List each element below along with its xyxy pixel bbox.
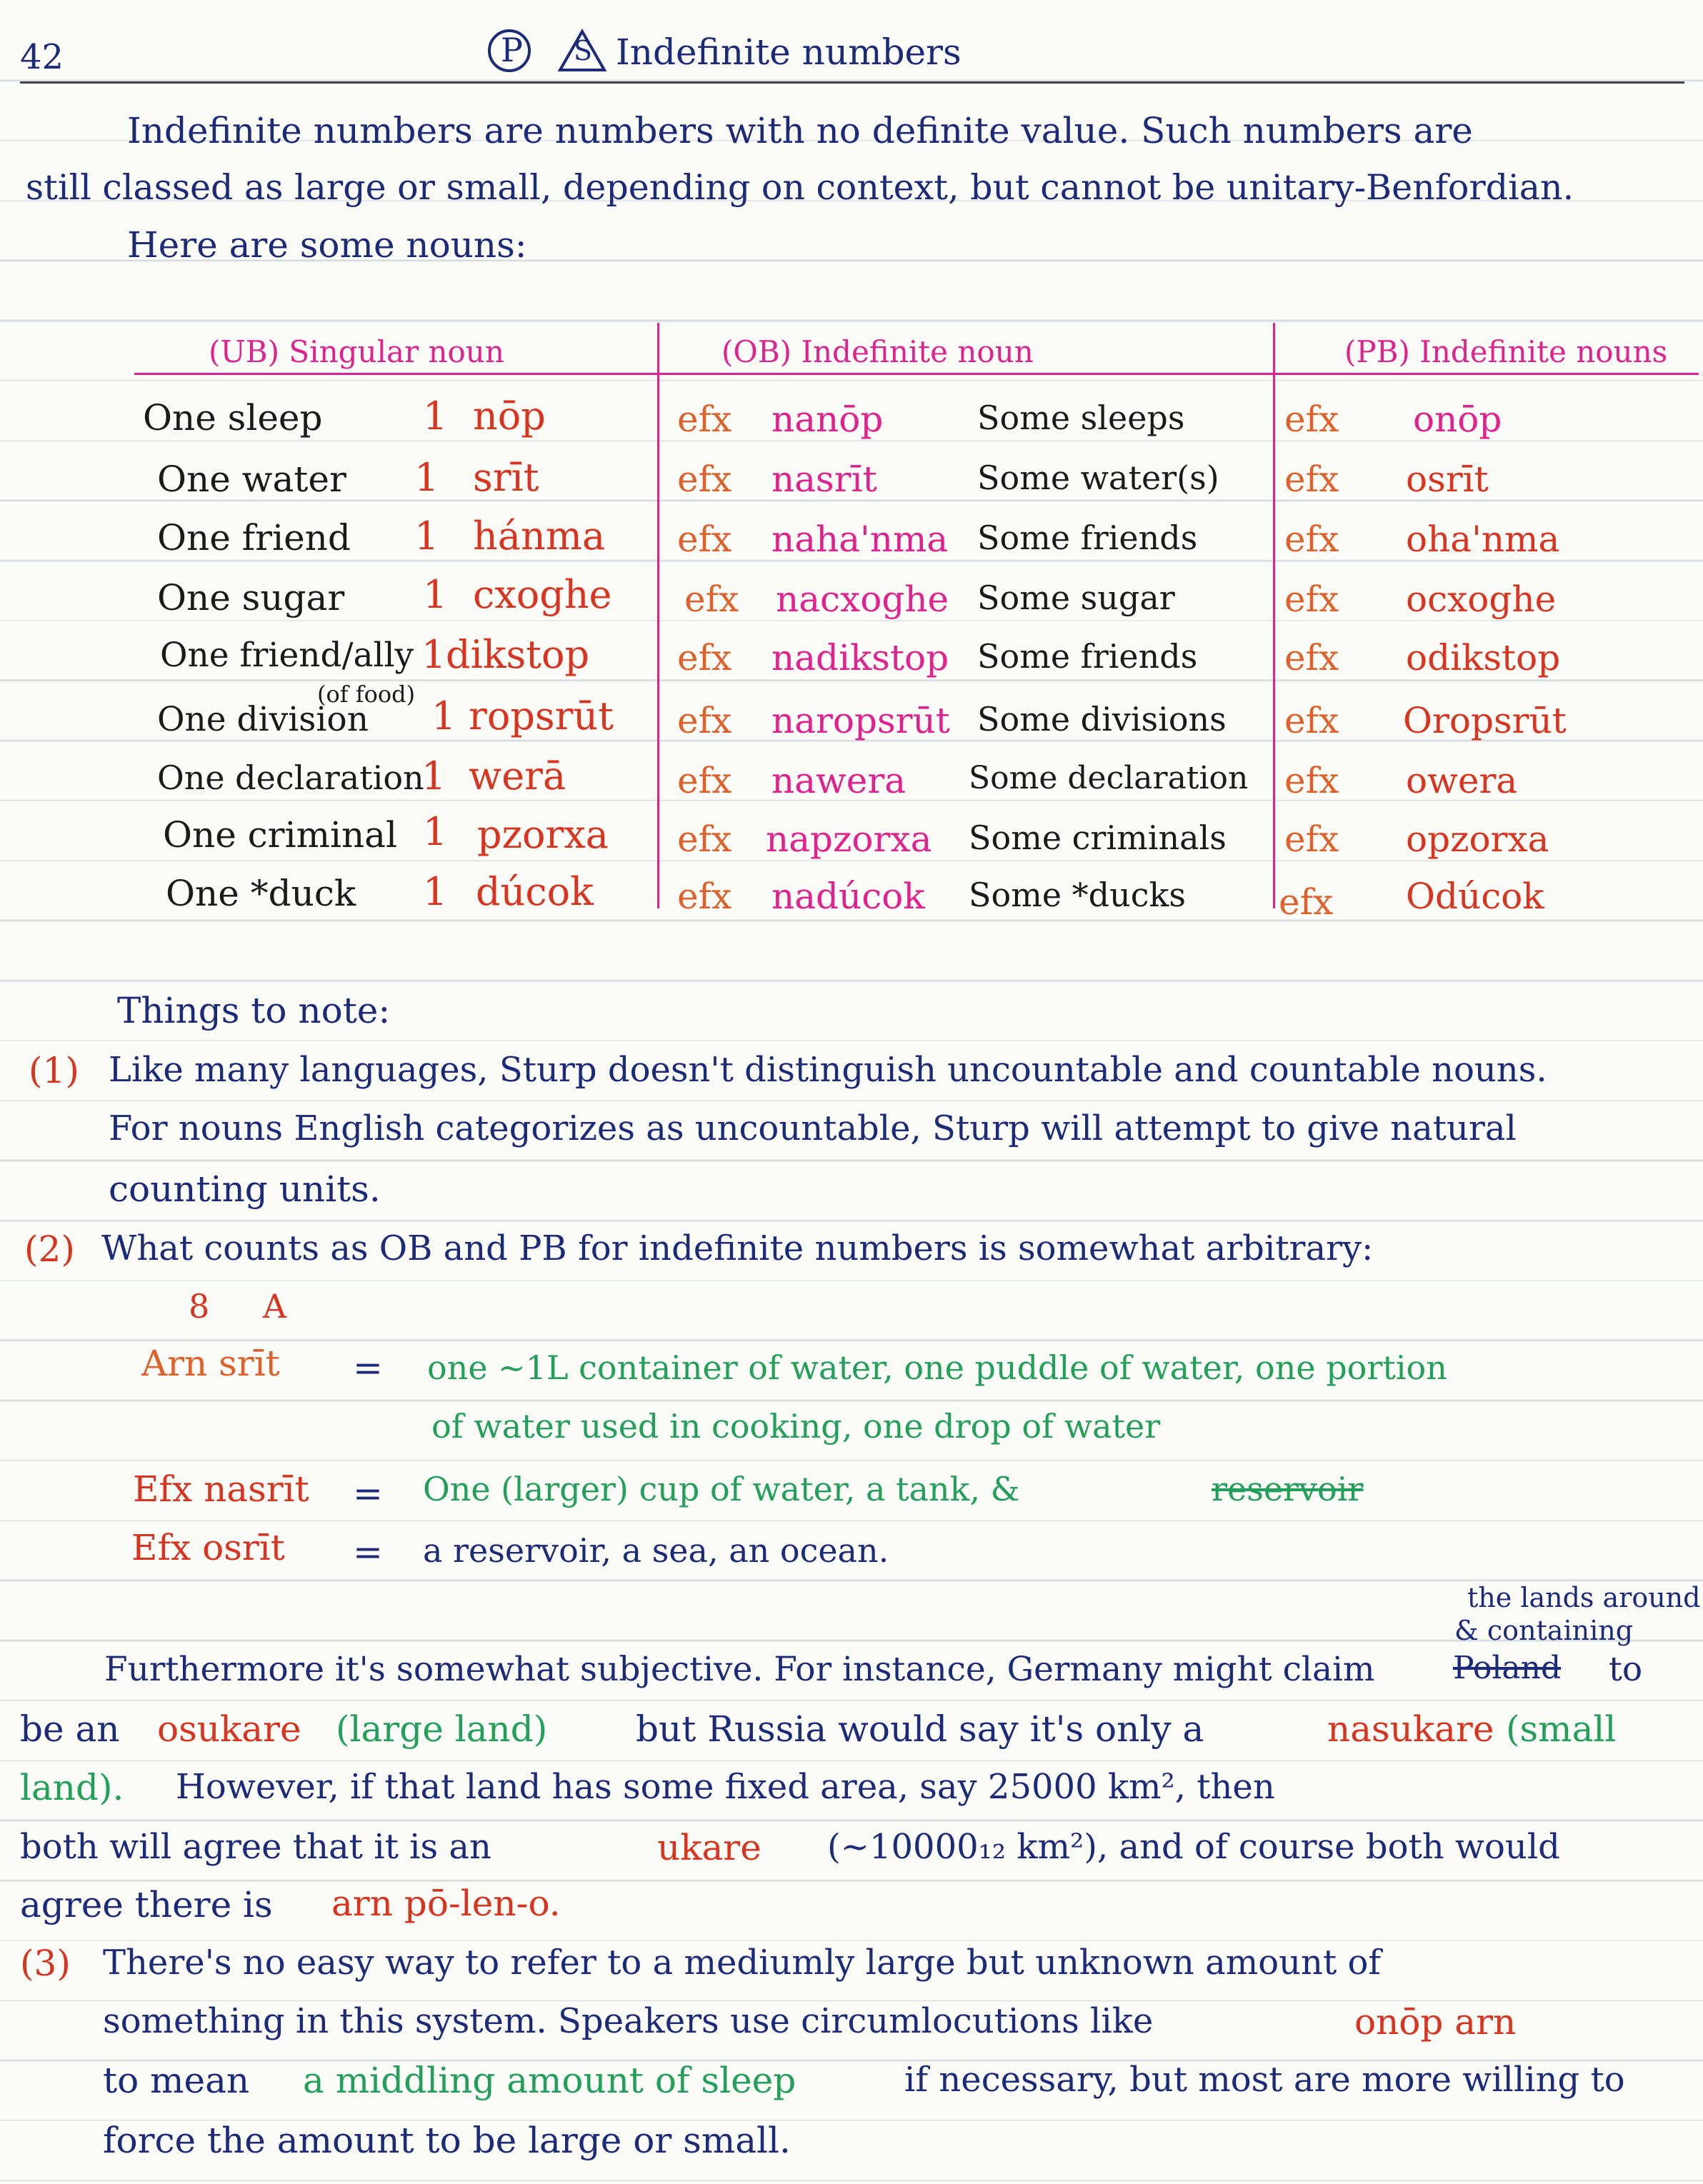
header-ob: (OB) Indefinite noun <box>721 334 1034 369</box>
example-2-struck: reservoir <box>1212 1470 1364 1508</box>
header-rule <box>20 81 1684 84</box>
row-3-pb: oha'nma <box>1406 519 1560 560</box>
table-divider-2 <box>1273 323 1275 908</box>
row-7-efx-pb: efx <box>1284 760 1339 801</box>
row-6-number: 1 <box>431 693 456 738</box>
para-line-1-struck: Poland <box>1453 1650 1562 1686</box>
row-4-gloss: Some sugar <box>977 578 1175 617</box>
para-line-3-land: land). <box>20 1767 124 1808</box>
para-line-2-a: be an <box>20 1708 120 1750</box>
row-5-word: dikstop <box>446 632 590 677</box>
row-8-number: 1 <box>423 809 448 854</box>
note-2-symbols: 8 A <box>189 1287 309 1326</box>
row-5-gloss: Some friends <box>977 637 1198 676</box>
row-4-ob: nacxoghe <box>776 578 949 620</box>
example-2-def: One (larger) cup of water, a tank, & <box>423 1470 1020 1508</box>
row-8-pb: opzorxa <box>1406 818 1549 860</box>
note-3-line-2-phrase: onōp arn <box>1354 2001 1517 2043</box>
row-9-efx: efx <box>677 876 732 917</box>
row-5-pb: odikstop <box>1406 637 1561 678</box>
row-6-pb: Oropsrūt <box>1403 700 1567 741</box>
note-1-line-1: Like many languages, Sturp doesn't distinguish uncountable and countable nouns. <box>109 1050 1547 1090</box>
division-note: (of food) <box>317 681 416 708</box>
row-1-ob: nanōp <box>771 399 884 440</box>
row-1-gloss: Some sleeps <box>977 399 1185 437</box>
header-ub: (UB) Singular noun <box>209 334 504 369</box>
row-5-number: 1 <box>421 632 446 677</box>
page-number: 42 <box>20 37 64 77</box>
row-9-gloss: Some *ducks <box>969 876 1186 914</box>
logo-letter-s: S <box>574 35 593 66</box>
row-2-ob: nasrīt <box>771 459 877 500</box>
note-1-line-3: counting units. <box>109 1168 381 1210</box>
row-4-number: 1 <box>423 572 448 617</box>
para-line-2-large-land: (large land) <box>336 1708 548 1750</box>
row-1-pb: onōp <box>1413 399 1502 440</box>
row-1-english: One sleep <box>143 397 323 439</box>
row-4-pb: ocxoghe <box>1406 578 1557 620</box>
row-6-word: ropsrūt <box>469 693 614 738</box>
row-4-english: One sugar <box>157 577 345 618</box>
para-line-2-osukare: osukare <box>157 1708 301 1750</box>
row-7-ob: nawera <box>771 760 907 801</box>
notes-heading: Things to note: <box>117 990 391 1031</box>
para-line-4-ukare: ukare <box>657 1827 761 1868</box>
note-3-line-3-b: if necessary, but most are more willing to <box>904 2060 1625 2100</box>
example-3-equals: = <box>353 1531 383 1573</box>
row-3-word: hánma <box>473 514 606 558</box>
row-2-number: 1 <box>414 455 439 500</box>
row-6-english: One division <box>157 700 369 739</box>
note-2-marker: (2) <box>24 1228 75 1270</box>
example-1-def-line-2: of water used in cooking, one drop of water <box>431 1407 1161 1446</box>
note-1-marker: (1) <box>29 1050 79 1091</box>
row-9-english: One *duck <box>166 873 356 914</box>
para-line-4-b: (~10000₁₂ km²), and of course both would <box>827 1827 1560 1867</box>
row-3-gloss: Some friends <box>977 519 1198 557</box>
row-5-efx-pb: efx <box>1284 637 1339 678</box>
note-3-line-4: force the amount to be large or small. <box>103 2120 791 2161</box>
note-3-marker: (3) <box>20 1943 71 1984</box>
row-6-gloss: Some divisions <box>977 700 1227 738</box>
row-2-efx-pb: efx <box>1284 459 1339 500</box>
note-3-line-1: There's no easy way to refer to a mediumly large but unknown amount of <box>103 1943 1382 1983</box>
row-7-word: werā <box>469 753 566 798</box>
row-9-pb: Odúcok <box>1406 876 1544 917</box>
row-4-word: cxoghe <box>473 572 612 617</box>
para-line-2-nasukare: nasukare <box>1327 1708 1494 1750</box>
note-2-line-1: What counts as OB and PB for indefinite numbers is somewhat arbitrary: <box>101 1228 1374 1268</box>
row-5-efx: efx <box>677 637 732 678</box>
note-1-line-2: For nouns English categorizes as uncountable, Sturp will attempt to give natural <box>109 1108 1517 1148</box>
table-divider-1 <box>657 323 659 908</box>
row-2-english: One water <box>157 459 346 500</box>
row-3-english: One friend <box>157 517 351 558</box>
table-header-rule <box>134 373 1699 375</box>
row-8-gloss: Some criminals <box>969 818 1227 857</box>
row-4-efx-pb: efx <box>1284 578 1339 620</box>
row-6-efx: efx <box>677 700 732 741</box>
row-8-ob: napzorxa <box>766 818 932 860</box>
example-1-def-line-1: one ~1L container of water, one puddle of water, one portion <box>427 1348 1447 1387</box>
row-9-number: 1 <box>423 869 448 914</box>
row-8-word: pzorxa <box>477 812 609 857</box>
page-title: Indefinite numbers <box>616 31 962 73</box>
para-line-5-phrase: arn pō-len-o. <box>331 1883 561 1924</box>
row-9-efx-pb: efx <box>1279 881 1334 923</box>
row-8-efx-pb: efx <box>1284 818 1339 860</box>
example-1-equals: = <box>353 1347 383 1388</box>
aside-line-2: & containing <box>1454 1615 1634 1646</box>
row-4-efx: efx <box>684 578 739 620</box>
row-7-pb: owera <box>1406 760 1518 801</box>
row-1-efx-pb: efx <box>1284 399 1339 440</box>
row-1-efx: efx <box>677 399 732 440</box>
intro-line-2: still classed as large or small, depending on context, but cannot be unitary-Benfordian. <box>26 167 1574 208</box>
para-line-3: However, if that land has some fixed area, say 25000 km², then <box>176 1767 1275 1807</box>
note-3-line-2: something in this system. Speakers use circumlocutions like <box>103 2001 1154 2041</box>
row-3-efx-pb: efx <box>1284 519 1339 560</box>
row-2-word: srīt <box>473 455 539 500</box>
example-3-term: Efx osrīt <box>131 1527 285 1568</box>
row-2-efx: efx <box>677 459 732 500</box>
row-6-ob: naropsrūt <box>771 700 950 741</box>
row-8-english: One criminal <box>163 814 397 856</box>
header-pb: (PB) Indefinite nouns <box>1344 334 1668 369</box>
para-line-2-small: (small <box>1506 1708 1617 1750</box>
row-2-pb: osrīt <box>1406 459 1489 500</box>
row-7-number: 1 <box>421 753 446 798</box>
example-3-def: a reservoir, a sea, an ocean. <box>423 1531 889 1570</box>
row-1-number: 1 <box>423 394 448 439</box>
row-5-english: One friend/ally <box>160 636 414 675</box>
row-9-word: dúcok <box>476 869 594 914</box>
para-line-1-end: to <box>1609 1650 1643 1689</box>
note-3-line-3-a: to mean <box>103 2060 250 2101</box>
note-3-line-3-middling: a middling amount of sleep <box>303 2060 796 2101</box>
row-3-efx: efx <box>677 519 732 560</box>
row-1-word: nōp <box>473 394 546 439</box>
row-3-number: 1 <box>414 514 439 558</box>
para-line-1: Furthermore it's somewhat subjective. For instance, Germany might claim <box>104 1650 1375 1689</box>
para-line-2-b: but Russia would say it's only a <box>636 1708 1204 1750</box>
row-7-gloss: Some declaration <box>969 760 1249 796</box>
row-7-efx: efx <box>677 760 732 801</box>
row-5-ob: nadikstop <box>771 637 949 678</box>
example-1-term: Arn srīt <box>141 1343 280 1384</box>
logo-letter-p: P <box>501 31 523 69</box>
example-2-term: Efx nasrīt <box>133 1468 309 1510</box>
intro-line-1: Indefinite numbers are numbers with no definite value. Such numbers are <box>127 110 1473 151</box>
intro-line-3: Here are some nouns: <box>127 224 527 266</box>
row-9-ob: nadúcok <box>771 876 925 917</box>
aside-line-1: the lands around <box>1467 1582 1701 1613</box>
row-6-efx-pb: efx <box>1284 700 1339 741</box>
row-3-ob: naha'nma <box>771 519 949 560</box>
row-2-gloss: Some water(s) <box>977 459 1219 497</box>
para-line-4-a: both will agree that it is an <box>20 1827 491 1867</box>
para-line-5-a: agree there is <box>20 1884 273 1925</box>
row-7-english: One declaration <box>157 758 424 797</box>
row-8-efx: efx <box>677 818 732 860</box>
example-2-equals: = <box>353 1473 383 1514</box>
